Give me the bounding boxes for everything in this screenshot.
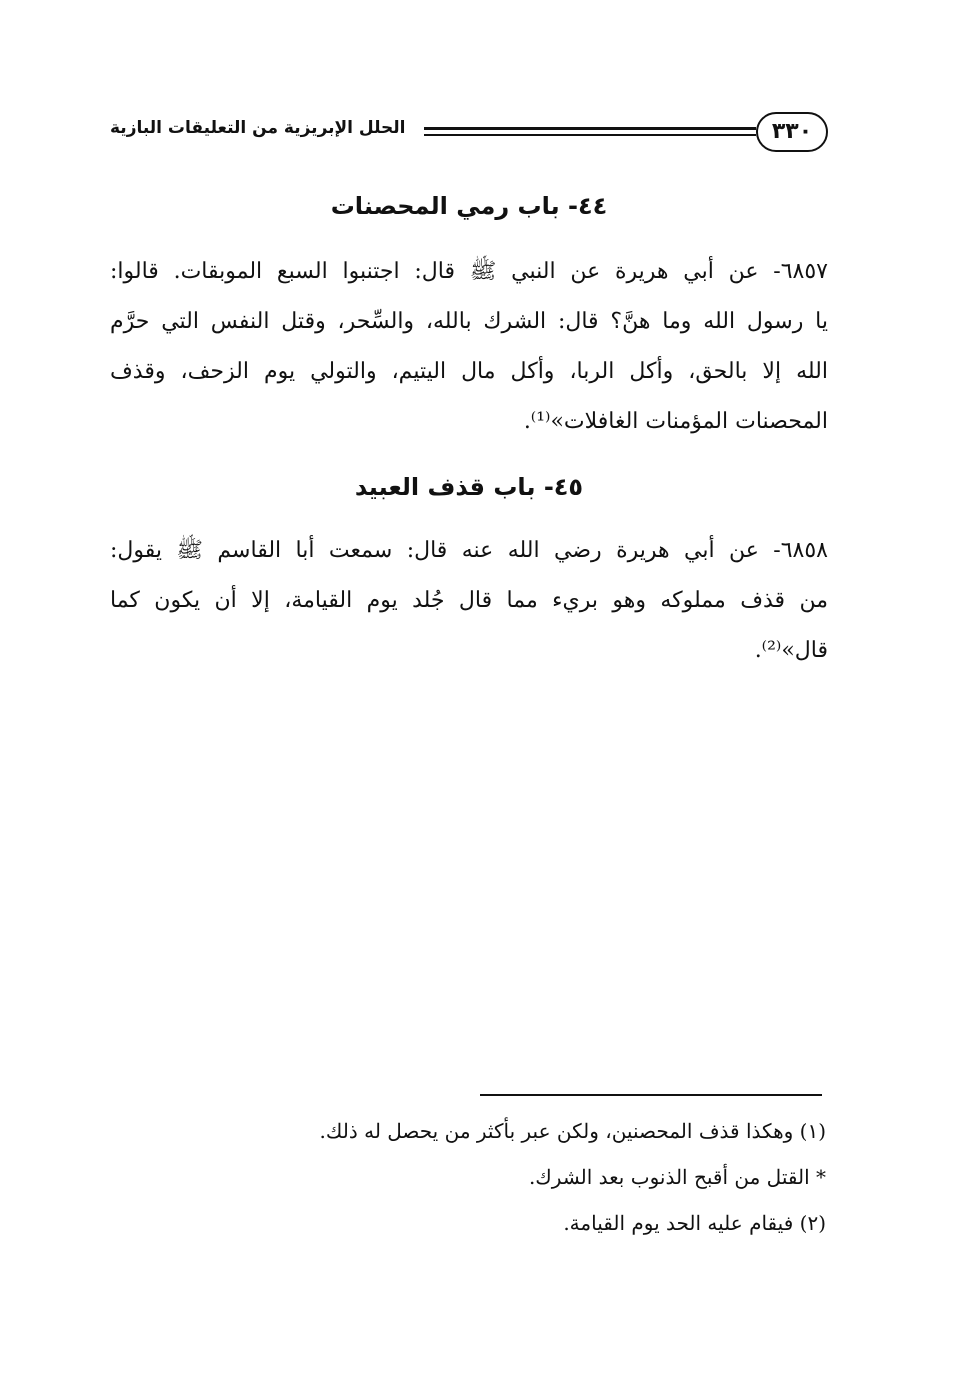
- footnote: (١) وهكذا قذف المحصنين، ولكن عبر بأكثر من يحصل له ذلك.: [319, 1119, 826, 1143]
- footnote-separator: [480, 1094, 822, 1096]
- footnotes: [110, 1108, 826, 1246]
- chapter-heading: ٤٤- باب رمي المحصنات: [330, 192, 608, 220]
- text-line: المحصنات المؤمنات الغافلات»⁽¹⁾.: [523, 409, 828, 434]
- hadith-paragraph: [110, 526, 828, 676]
- footnote: (٢) فيقام عليه الحد يوم القيامة.: [563, 1211, 826, 1235]
- text-line: الله إلا بالحق، وأكل الربا، وأكل مال اليتيم، والتولي يوم الزحف، وقذف: [110, 359, 828, 384]
- text-line: يا رسول الله وما هنَّ؟ قال: الشرك بالله، والسِّحر، وقتل النفس التي حرَّم: [110, 309, 828, 334]
- text-line: من قذف مملوكه وهو بريء مما قال جُلد يوم القيامة، إلا أن يكون كما: [110, 588, 828, 613]
- text-line: ٦٨٥٨- عن أبي هريرة رضي الله عنه قال: سمعت أبا القاسم ﷺ يقول:: [110, 538, 828, 563]
- header-rule: [424, 127, 756, 136]
- text-line: قال»⁽²⁾.: [754, 638, 828, 663]
- book-title: الحلل الإبريزية من التعليقات البازية: [110, 118, 406, 138]
- page-number: ٣٣٠: [756, 112, 828, 152]
- hadith-paragraph: [110, 247, 828, 447]
- running-header: [110, 112, 828, 156]
- footnote: * القتل من أقبح الذنوب بعد الشرك.: [528, 1165, 826, 1189]
- text-line: ٦٨٥٧- عن أبي هريرة عن النبي ﷺ قال: اجتنبوا السبع الموبقات. قالوا:: [110, 259, 828, 284]
- chapter-heading: ٤٥- باب قذف العبيد: [354, 473, 584, 501]
